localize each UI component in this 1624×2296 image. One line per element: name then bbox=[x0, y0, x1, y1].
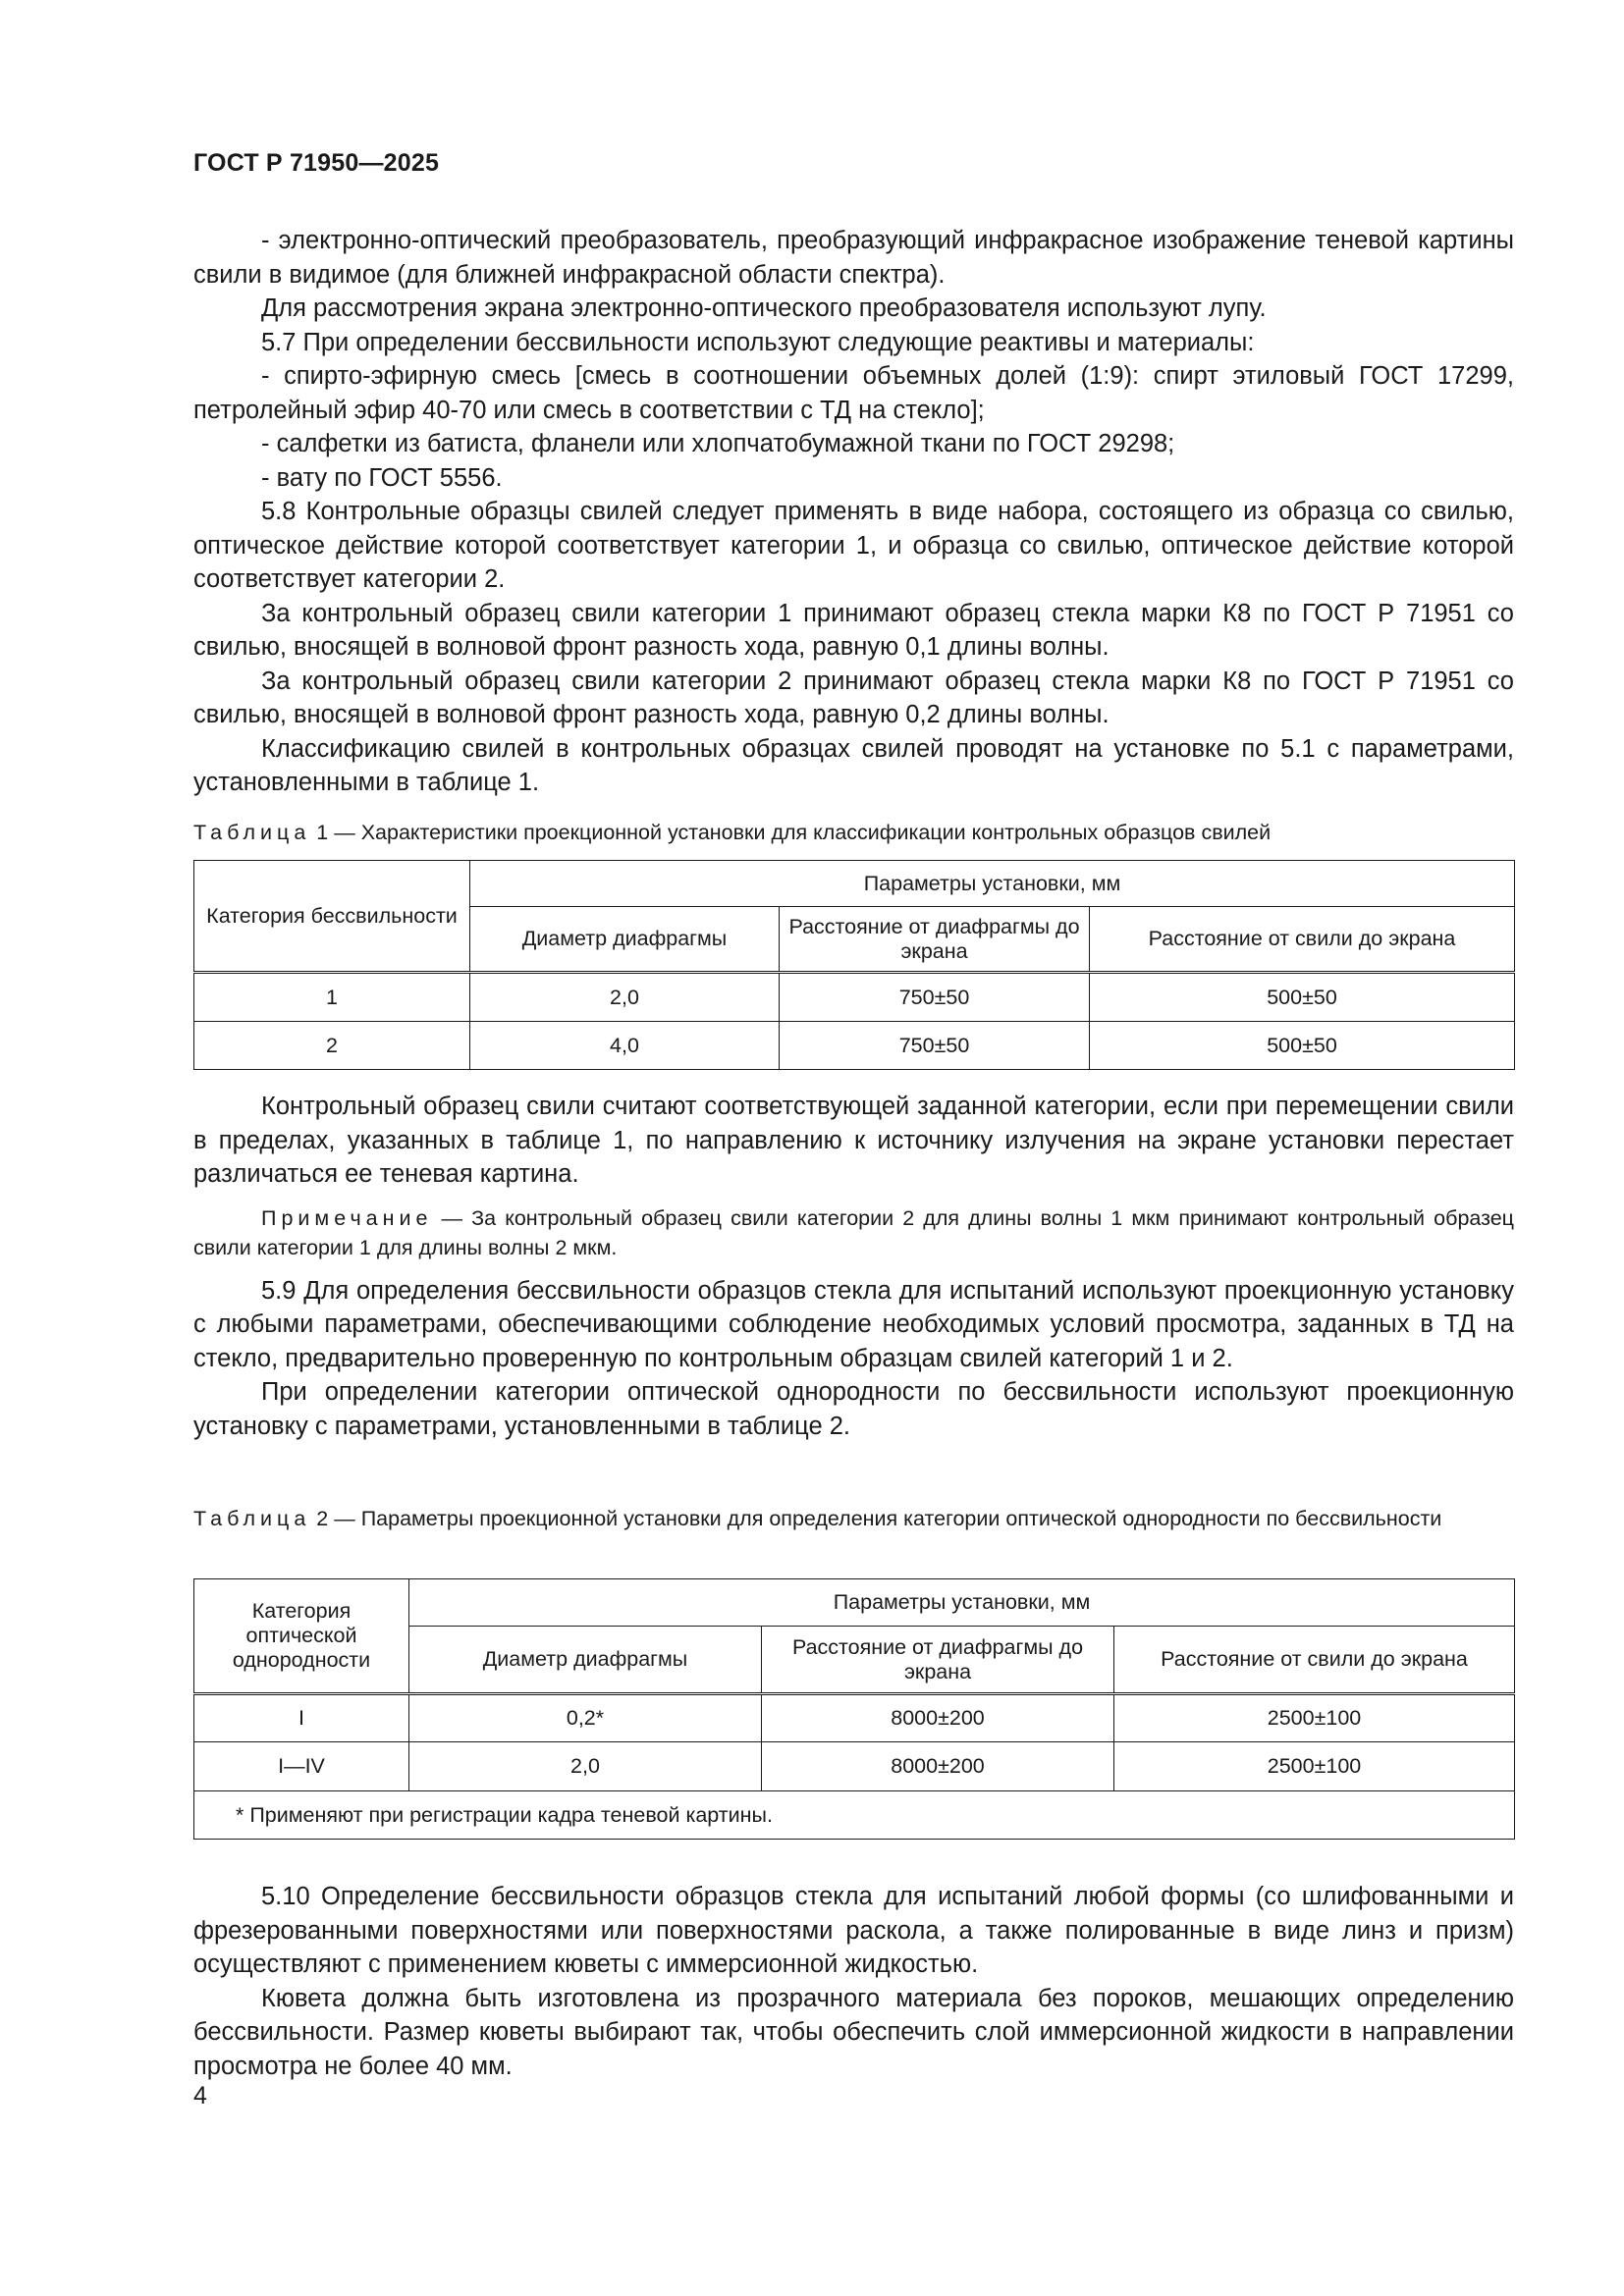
table2-caption-label: Таблица bbox=[193, 1507, 311, 1530]
table-cell: 1 bbox=[194, 973, 470, 1022]
table-cell: 750±50 bbox=[780, 1022, 1090, 1070]
table1-group-header: Параметры установки, мм bbox=[470, 861, 1515, 907]
paragraph: 5.9 Для определения бессвильности образцов стекла для испытаний используют проекционную установку с любыми параметрами, обеспечивающими соблюдение необходимых условий просмотра, заданных в ТД на стекло, предварительно проверенную по контрольным образцам свилей категорий 1 и 2. bbox=[193, 1276, 1514, 1372]
paragraph: Для рассмотрения экрана электронно-оптического преобразователя используют лупу. bbox=[261, 294, 1267, 322]
table2-footnote: * Применяют при регистрации кадра теневой картины. bbox=[194, 1791, 1515, 1840]
table1-subheader: Расстояние от диафрагмы до экрана bbox=[780, 907, 1090, 973]
table-row bbox=[194, 973, 1515, 1022]
table-cell: 2 bbox=[194, 1022, 470, 1070]
paragraph: - вату по ГОСТ 5556. bbox=[261, 463, 503, 492]
table1-col1-header: Категория бессвильности bbox=[194, 861, 470, 973]
table-row bbox=[194, 1694, 1515, 1742]
table2-col1-header: Категория оптической однородности bbox=[194, 1579, 409, 1694]
paragraph: - салфетки из батиста, фланели или хлопчатобумажной ткани по ГОСТ 29298; bbox=[261, 430, 1175, 457]
table-cell: 500±50 bbox=[1090, 1022, 1515, 1070]
paragraph: - спирто-эфирную смесь [смесь в соотношении объемных долей (1:9): спирт этиловый ГОСТ 17299, петролейный эфир 40-70 или смесь в соответствии с ТД на стекло]; bbox=[193, 362, 1514, 424]
table-cell: 500±50 bbox=[1090, 973, 1515, 1022]
table-row bbox=[194, 1742, 1515, 1791]
table1-caption bbox=[193, 819, 1514, 847]
table-footnote-row bbox=[194, 1791, 1515, 1840]
page-number: 4 bbox=[193, 2082, 207, 2109]
note-text: — За контрольный образец свили категории 2 для длины волны 1 мкм принимают контрольный образец свили категории 1 для длины волны 2 мкм. bbox=[193, 1205, 1514, 1259]
table-cell: I bbox=[194, 1694, 409, 1742]
table-cell: 2,0 bbox=[409, 1742, 762, 1791]
paragraph: Классификацию свилей в контрольных образцах свилей проводят на установке по 5.1 с параметрами, установленными в таблице 1. bbox=[193, 734, 1514, 796]
table-row bbox=[194, 1022, 1515, 1070]
table-cell: 4,0 bbox=[470, 1022, 780, 1070]
text-block-1 bbox=[193, 224, 1514, 800]
table-2 bbox=[193, 1578, 1515, 1840]
paragraph: 5.7 При определении бессвильности используют следующие реактивы и материалы: bbox=[261, 328, 1255, 356]
table-cell: 8000±200 bbox=[762, 1742, 1114, 1791]
table1-subheader: Расстояние от свили до экрана bbox=[1090, 907, 1515, 973]
paragraph: Контрольный образец свили считают соответствующей заданной категории, если при перемещении свили в пределах, указанных в таблице 1, по направлению к источнику излучения на экране установки перестает различаться ее теневая картина. bbox=[193, 1093, 1514, 1188]
table-cell: 2,0 bbox=[470, 973, 780, 1022]
table2-group-header: Параметры установки, мм bbox=[409, 1579, 1515, 1627]
paragraph: Кювета должна быть изготовлена из прозрачного материала без пороков, мешающих определению бессвильности. Размер кюветы выбирают так, чтобы обеспечить слой иммерсионной жидкости в направлении просмотра не более 40 мм. bbox=[193, 1984, 1514, 2080]
paragraph: - электронно-оптический преобразователь, преобразующий инфракрасное изображение теневой картины свили в видимое (для ближней инфракрасной области спектра). bbox=[193, 227, 1514, 289]
paragraph: За контрольный образец свили категории 1 принимают образец стекла марки К8 по ГОСТ Р 71951 со свилью, вносящей в волновой фронт разность хода, равную 0,1 длины волны. bbox=[193, 599, 1514, 661]
doc-header: ГОСТ Р 71950—2025 bbox=[193, 149, 440, 177]
table-cell: 750±50 bbox=[780, 973, 1090, 1022]
table-cell: 0,2* bbox=[409, 1694, 762, 1742]
table-cell: 2500±100 bbox=[1114, 1694, 1515, 1742]
table1-caption-label: Таблица bbox=[193, 821, 311, 844]
table-cell: 8000±200 bbox=[762, 1694, 1114, 1742]
table2-subheader: Расстояние от свили до экрана bbox=[1114, 1627, 1515, 1694]
paragraph: 5.10 Определение бессвильности образцов стекла для испытаний любой формы (со шлифованными и фрезерованными поверхностями или поверхностями раскола, а также полированные в виде линз и призм) осуществляют с применением кюветы с иммерсионной жидкостью. bbox=[193, 1883, 1514, 1978]
text-block-2 bbox=[193, 1090, 1514, 1443]
table-1 bbox=[193, 860, 1515, 1070]
table-cell: 2500±100 bbox=[1114, 1742, 1515, 1791]
note bbox=[193, 1203, 1514, 1262]
note-label: Примечание bbox=[261, 1205, 433, 1230]
paragraph: За контрольный образец свили категории 2 принимают образец стекла марки К8 по ГОСТ Р 71951 со свилью, вносящей в волновой фронт разность хода, равную 0,2 длины волны. bbox=[193, 667, 1514, 728]
table2-caption bbox=[193, 1505, 1514, 1533]
table2-subheader: Расстояние от диафрагмы до экрана bbox=[762, 1627, 1114, 1694]
paragraph: При определении категории оптической однородности по бессвильности используют проекционную установку с параметрами, установленными в таблице 2. bbox=[193, 1378, 1514, 1440]
table1-caption-text: 1 — Характеристики проекционной установки для классификации контрольных образцов свилей bbox=[316, 821, 1272, 844]
table2-subheader: Диаметр диафрагмы bbox=[409, 1627, 762, 1694]
table-cell: I—IV bbox=[194, 1742, 409, 1791]
table2-caption-text: 2 — Параметры проекционной установки для определения категории оптической однородности по бессвильности bbox=[316, 1507, 1442, 1530]
paragraph: 5.8 Контрольные образцы свилей следует применять в виде набора, состоящего из образца со свилью, оптическое действие которой соответствует категории 1, и образца со свилью, оптическое действие которой соответствует категории 2. bbox=[193, 498, 1514, 593]
text-block-3 bbox=[193, 1880, 1514, 2083]
table1-subheader: Диаметр диафрагмы bbox=[470, 907, 780, 973]
